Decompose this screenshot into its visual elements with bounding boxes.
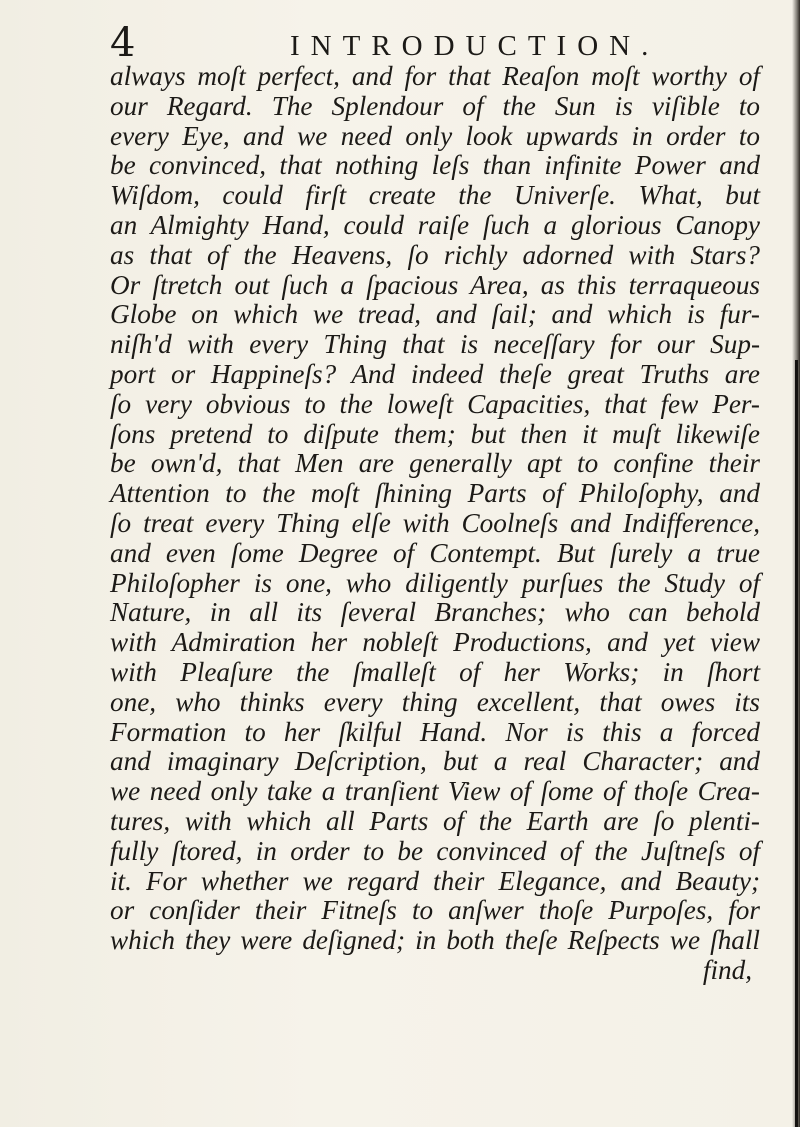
text-line: Globe on which we tread, and ſail; and which is fur- [110, 299, 760, 330]
text-line: and imaginary Deſcription, but a real Character; and [110, 746, 760, 777]
text-line: port or Happineſs? And indeed theſe great Truths are [110, 358, 760, 389]
text-line: as that of the Heavens, ſo richly adorned with Stars? [110, 239, 760, 270]
text-line: our Regard. The Splendour of the Sun is viſible to [110, 90, 760, 121]
text-line: or conſider their Fitneſs to anſwer thoſe Purpoſes, for [110, 895, 760, 926]
text-line: Wiſdom, could firſt create the Univerſe. What, but [110, 180, 760, 211]
text-line: fully ſtored, in order to be convinced of the Juſtneſs of [110, 835, 760, 866]
text-line: Nature, in all its ſeveral Branches; who can behold [110, 597, 760, 628]
body-text [110, 62, 760, 986]
text-line: it. For whether we regard their Elegance, and Beauty; [110, 865, 760, 896]
running-head: INTRODUCTION. [290, 30, 660, 62]
text-line: which they were deſigned; in both theſe Reſpects we ſhall [110, 925, 760, 956]
text-line: we need only take a tranſient View of ſome of thoſe Crea- [110, 776, 760, 807]
page-header [110, 18, 750, 66]
catchword: find, [702, 954, 752, 985]
text-line: ſo very obvious to the loweſt Capacities, that few Per- [110, 388, 760, 419]
text-line: Or ſtretch out ſuch a ſpacious Area, as this terraqueous [110, 269, 760, 300]
text-line: ſons pretend to diſpute them; but then it muſt likewiſe [110, 418, 760, 449]
text-line: niſh'd with every Thing that is neceſſary for our Sup- [110, 329, 760, 360]
text-line: tures, with which all Parts of the Earth are ſo plenti- [110, 805, 760, 836]
page-number: 4 [110, 20, 136, 66]
page-edge-line [795, 360, 798, 1127]
text-line: be convinced, that nothing leſs than infinite Power and [110, 150, 760, 181]
text-line: Formation to her ſkilful Hand. Nor is this a forced [110, 716, 760, 747]
text-line: and even ſome Degree of Contempt. But ſurely a true [110, 537, 760, 568]
text-line: Philoſopher is one, who diligently purſues the Study of [110, 567, 760, 598]
text-line: be own'd, that Men are generally apt to confine their [110, 448, 760, 479]
text-line: always moſt perfect, and for that Reaſon moſt worthy of [110, 61, 760, 91]
text-line: one, who thinks every thing excellent, that owes its [110, 686, 760, 717]
text-line: with Admiration her nobleſt Productions, and yet view [110, 627, 760, 658]
page-edge-shadow [792, 0, 800, 1127]
text-line: ſo treat every Thing elſe with Coolneſs and Indifference, [110, 507, 760, 538]
text-line: an Almighty Hand, could raiſe ſuch a glorious Canopy [110, 209, 760, 240]
text-line: Attention to the moſt ſhining Parts of Philoſophy, and [110, 478, 760, 509]
text-line: with Pleaſure the ſmalleſt of her Works; in ſhort [110, 656, 760, 687]
text-line: every Eye, and we need only look upwards in order to [110, 120, 760, 151]
